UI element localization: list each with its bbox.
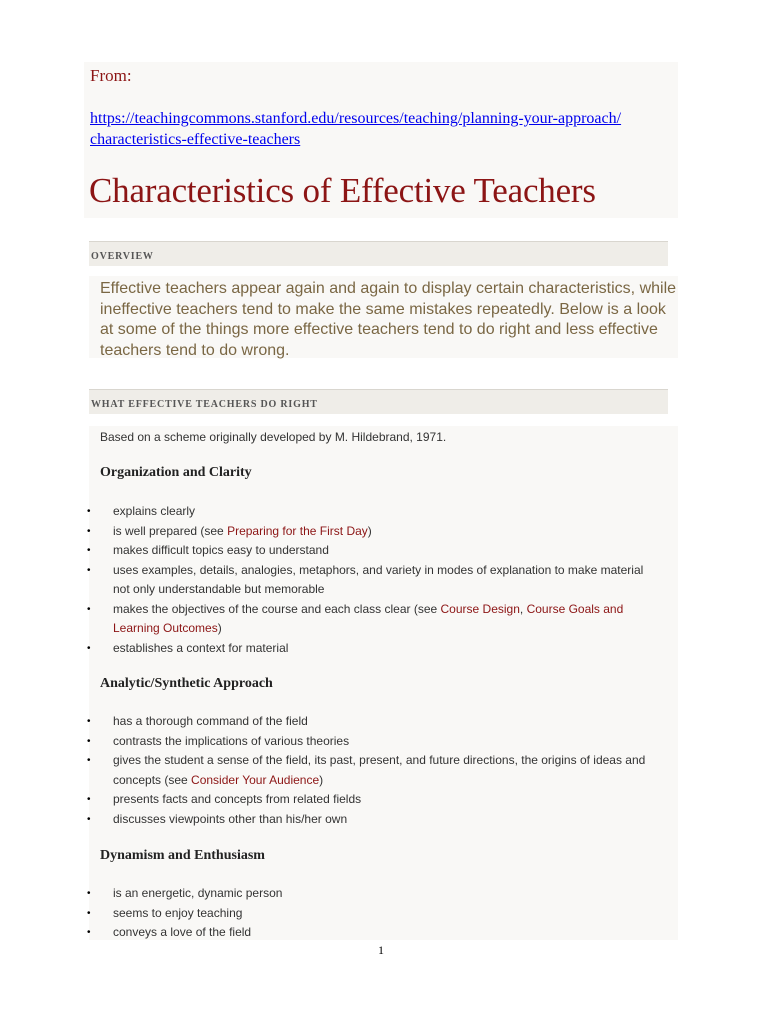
- link-consider-audience[interactable]: Consider Your Audience: [191, 772, 320, 787]
- list-item: • is well prepared (see Preparing for the First Day): [87, 522, 662, 542]
- analytic-list: [87, 712, 662, 829]
- overview-text: Effective teachers appear again and again to display certain characteristics, while ineffective teachers tend to make the same mistakes repeatedly. Below is a look at some of the things more effective teachers tend to do right and less effective teachers tend to do wrong.: [100, 280, 677, 359]
- organization-list: [87, 502, 662, 658]
- bullet-icon: •: [87, 907, 91, 919]
- bullet-icon: •: [87, 564, 91, 576]
- list-item: • explains clearly: [87, 502, 662, 522]
- bullet-icon: •: [87, 813, 91, 825]
- dynamism-list: [87, 884, 662, 943]
- source-header: [84, 62, 678, 218]
- intro-text: Based on a scheme originally developed by M. Hildebrand, 1971.: [100, 430, 447, 444]
- bullet-icon: •: [87, 794, 91, 805]
- bullet-icon: •: [87, 506, 91, 517]
- overview-heading: OVERVIEW: [91, 251, 154, 262]
- analytic-heading: Analytic/Synthetic Approach: [100, 676, 273, 691]
- list-item: • conveys a love of the field: [87, 923, 662, 943]
- list-item: • uses examples, details, analogies, metaphors, and variety in modes of explanation to make material not only understandable but memorable: [87, 562, 644, 596]
- link-preparing-first-day[interactable]: Preparing for the First Day: [227, 523, 368, 538]
- do-right-content: [89, 426, 678, 940]
- organization-heading: Organization and Clarity: [100, 465, 252, 480]
- link-course-goals[interactable]: Course Goals and Learning Outcomes: [113, 601, 624, 635]
- source-url-line2[interactable]: characteristics-effective-teachers: [90, 131, 301, 148]
- from-label: From:: [90, 66, 132, 85]
- list-item: • presents facts and concepts from related fields: [87, 790, 662, 810]
- do-right-heading: WHAT EFFECTIVE TEACHERS DO RIGHT: [91, 399, 318, 410]
- dynamism-heading: Dynamism and Enthusiasm: [100, 848, 265, 863]
- list-item: • seems to enjoy teaching: [87, 904, 662, 924]
- list-item: • establishes a context for material: [87, 639, 662, 659]
- bullet-icon: •: [87, 545, 91, 556]
- bullet-icon: •: [87, 525, 91, 537]
- list-item: • makes difficult topics easy to understand: [87, 541, 662, 561]
- bullet-icon: •: [87, 888, 91, 899]
- bullet-icon: •: [87, 642, 91, 654]
- list-item: • is an energetic, dynamic person: [87, 884, 662, 904]
- bullet-icon: •: [87, 755, 91, 766]
- list-item: • makes the objectives of the course and each class clear (see Course Design, Course Goals and Learning Outcomes): [87, 601, 624, 635]
- page-title: Characteristics of Effective Teachers: [89, 171, 596, 210]
- list-item: • has a thorough command of the field: [87, 712, 662, 732]
- bullet-icon: •: [87, 603, 91, 615]
- bullet-icon: •: [87, 927, 91, 938]
- bullet-icon: •: [87, 735, 91, 747]
- link-course-design[interactable]: Course Design: [440, 601, 520, 616]
- overview-box: [89, 276, 678, 358]
- list-item: • gives the student a sense of the field, its past, present, and future directions, the origins of ideas and concepts (see Consider Your Audience): [87, 753, 646, 787]
- source-link[interactable]: [90, 108, 676, 150]
- bullet-icon: •: [87, 716, 91, 727]
- page-number: 1: [378, 943, 384, 957]
- do-right-heading-bar: [89, 389, 668, 414]
- overview-heading-bar: [89, 241, 668, 266]
- source-url-line1[interactable]: https://teachingcommons.stanford.edu/resources/teaching/planning-your-approach/: [90, 110, 622, 127]
- list-item: • discusses viewpoints other than his/her own: [87, 810, 662, 830]
- list-item: • contrasts the implications of various theories: [87, 732, 662, 752]
